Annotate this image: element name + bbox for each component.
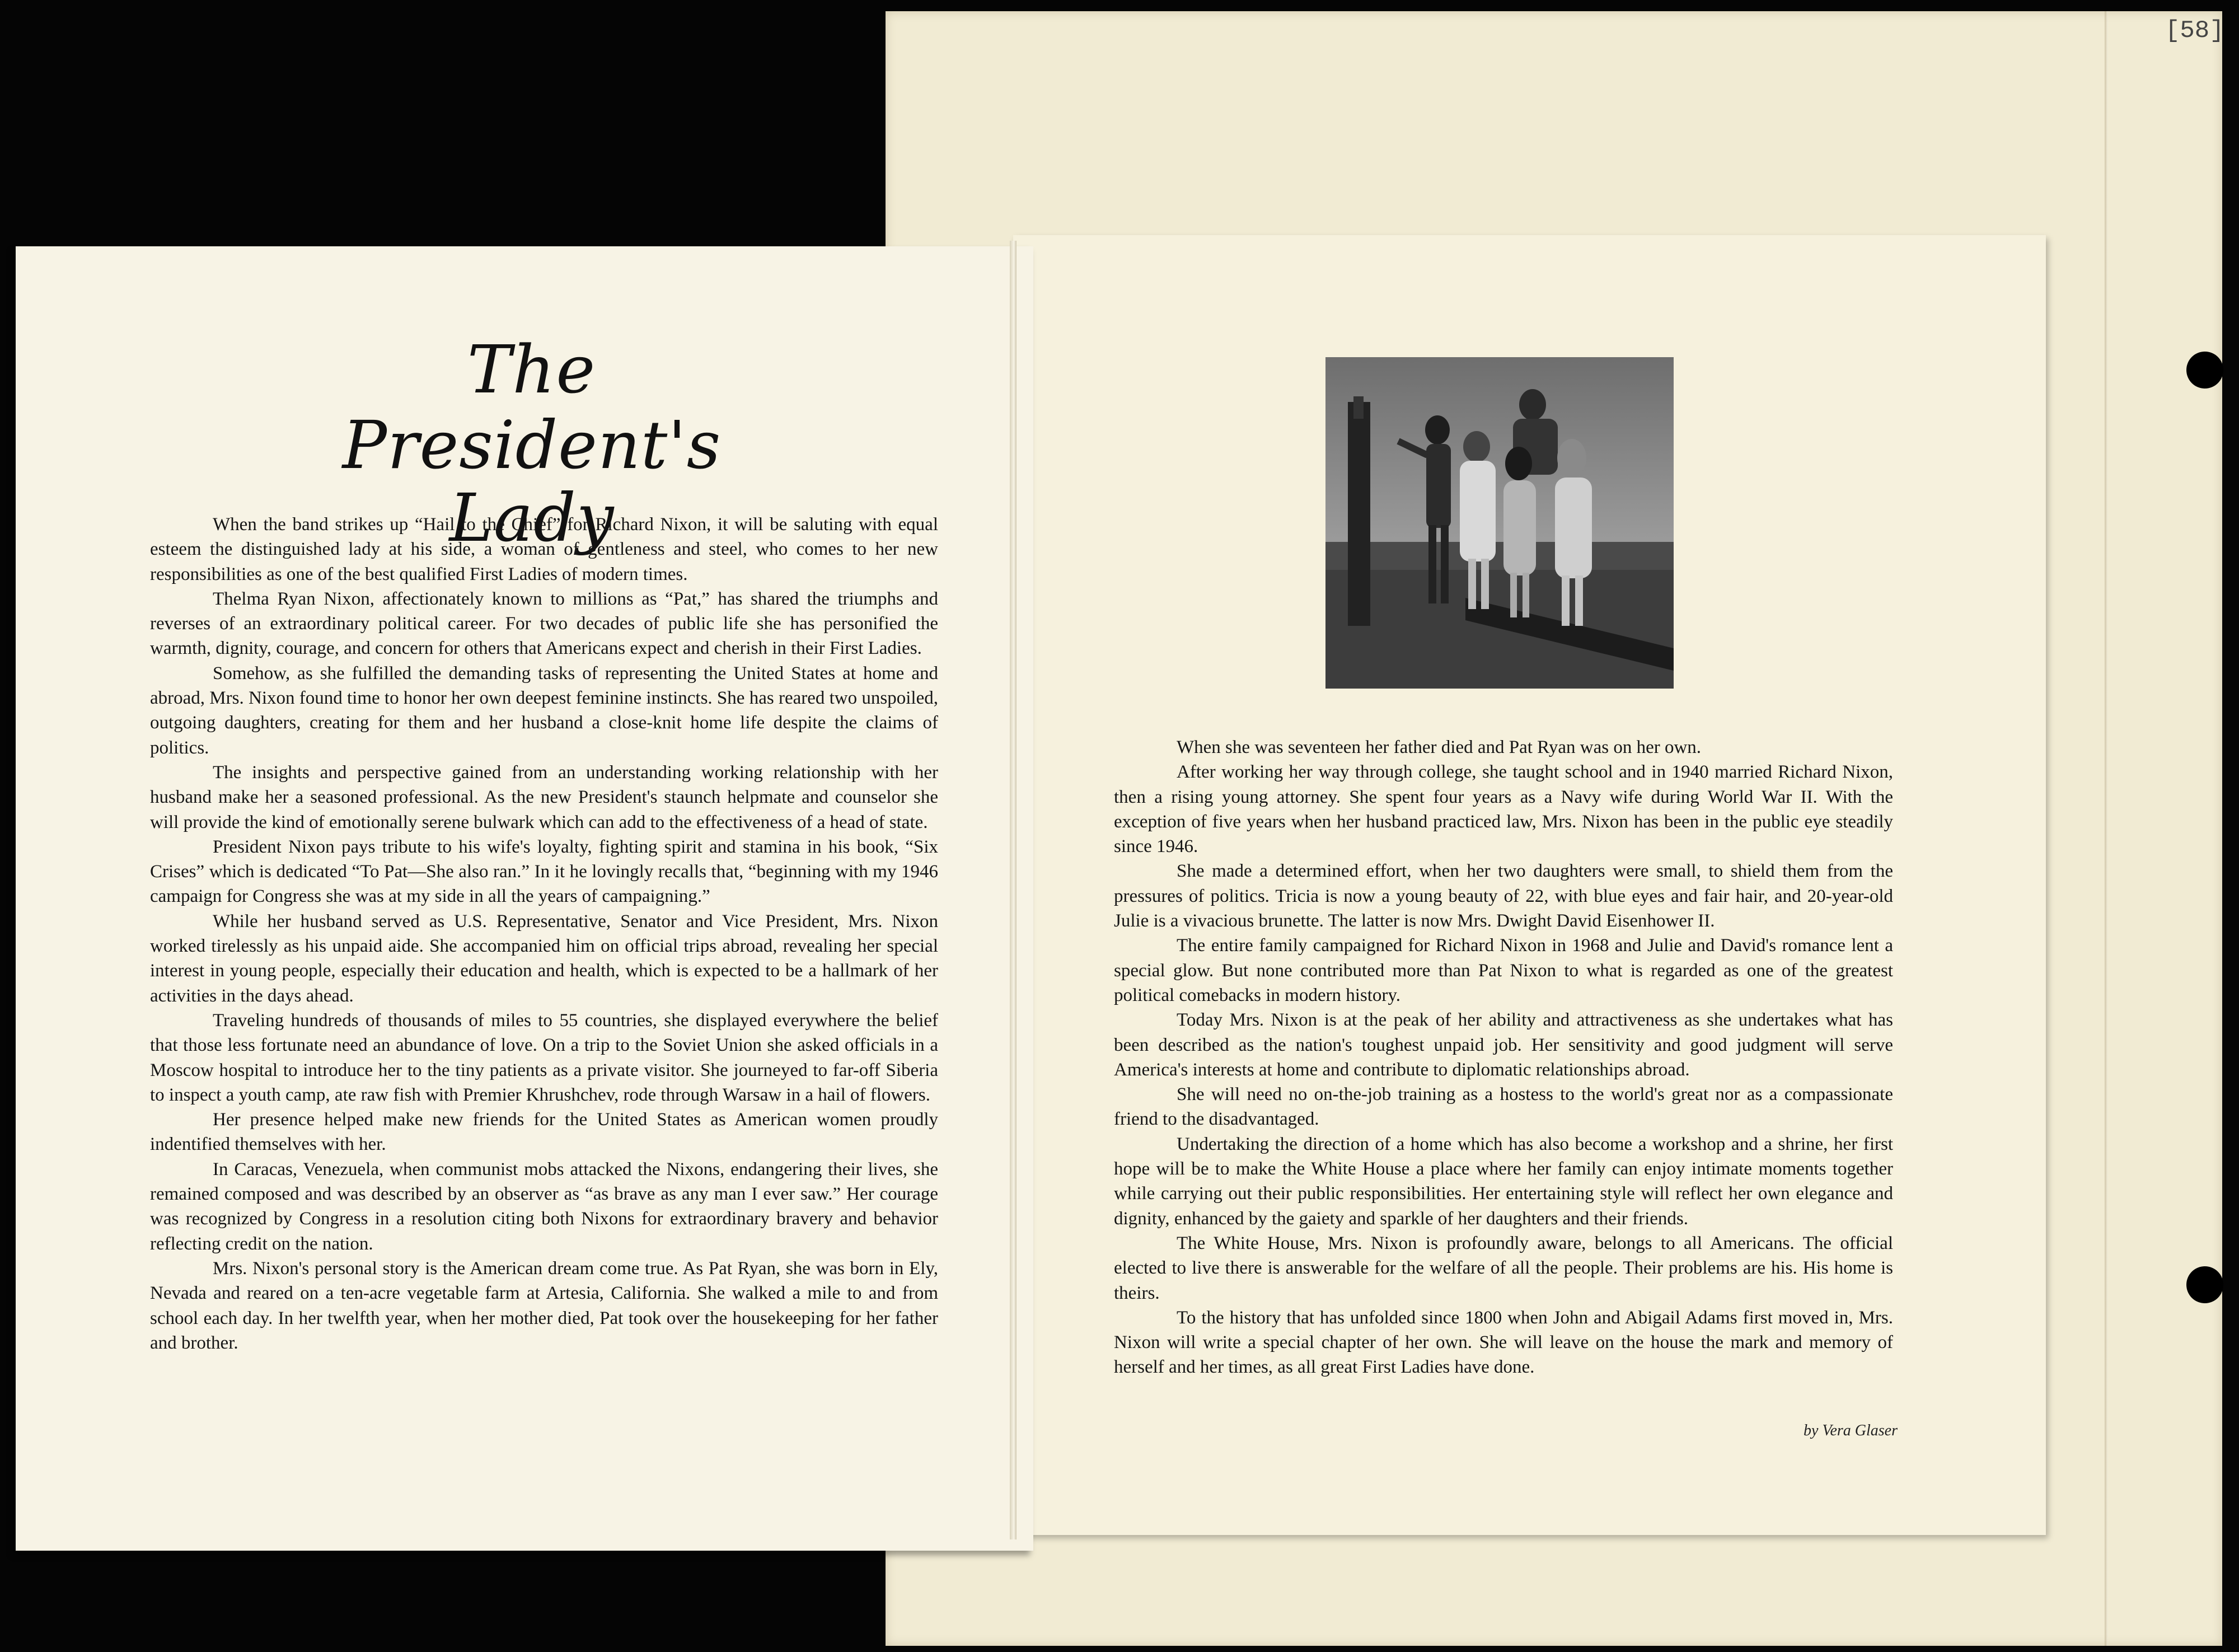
byline: by Vera Glaser: [1804, 1422, 1898, 1439]
title-line-2: President's Lady: [342, 406, 722, 556]
paragraph: The entire family campaigned for Richard Nixon in 1968 and Julie and David's romance lent a special glow. But none contributed more than Pat Nixon to what is regarded as one of the greatest political comebacks in modern history.: [1114, 935, 1893, 1005]
paragraph: She made a determined effort, when her two daughters were small, to shield them from the pressures of politics. Tricia is now a young beauty of 22, with blue eyes and fair hair, and 20-year-old Julie is a vivacious brunette. The latter is now Mrs. Dwight David Eisenhower II.: [1114, 861, 1893, 932]
paragraph: The White House, Mrs. Nixon is profoundly aware, belongs to all Americans. The official elected to live there is answerable for the welfare of all the people. Their problems are his. His home is theirs.: [1114, 1233, 1893, 1303]
paragraph: Today Mrs. Nixon is at the peak of her ability and attractiveness as she undertakes what has been described as the nation's toughest unpaid job. Her sensitivity and good judgment will serve America's interests at home and contribute to diplomatic relationships abroad.: [1114, 1010, 1893, 1080]
booklet-spine: [1010, 241, 1017, 1539]
family-photo: [1325, 357, 1674, 689]
left-article-column: [150, 512, 938, 1355]
punch-hole-top: [2186, 352, 2223, 389]
paragraph: To the history that has unfolded since 1800 when John and Abigail Adams first moved in, Mrs. Nixon will write a special chapter of her own. She will leave on the house the mark and memory of herself and her times, as all great First Ladies have done.: [1114, 1307, 1893, 1378]
paragraph: President Nixon pays tribute to his wife's loyalty, fighting spirit and stamina in his book, “Six Crises” which is dedicated “To Pat—She also ran.” In it he lovingly recalls that, “beginning with my 1946 campaign for Congress she was at my side in all the years of campaigning.”: [150, 836, 938, 907]
paragraph: The insights and perspective gained from an understanding working relationship with her husband make her a seasoned professional. As the new President's staunch helpmate and counselor she will provide the kind of emotionally serene bulwark which can add to the effectiveness of a head of state.: [150, 762, 938, 832]
paragraph: Somehow, as she fulfilled the demanding tasks of representing the United States at home and abroad, Mrs. Nixon found time to honor her own deepest feminine instincts. She has reared two unspoiled, outgoing daughters, creating for them and her husband a close-knit home life despite the claims of politics.: [150, 663, 938, 758]
paragraph: Mrs. Nixon's personal story is the American dream come true. As Pat Ryan, she was born in Ely, Nevada and reared on a ten-acre vegetable farm at Artesia, California. She walked a mile to and from school each day. In her twelfth year, when her mother died, Pat took over the housekeeping for her father and brother.: [150, 1258, 938, 1353]
paragraph: She will need no on-the-job training as a hostess to the world's great nor as a compassionate friend to the disadvantaged.: [1114, 1084, 1893, 1130]
paragraph: Traveling hundreds of thousands of miles to 55 countries, she displayed everywhere the belief that those less fortunate need an abundance of love. On a trip to the Soviet Union she asked officials in a Moscow hospital to introduce her to the tiny patients as a private visitor. She journeyed to far-off Siberia to inspect a youth camp, ate raw fish with Premier Khrushchev, rode through Warsaw in a hail of flowers.: [150, 1010, 938, 1105]
title-line-1: The: [467, 331, 597, 408]
paragraph: In Caracas, Venezuela, when communist mobs attacked the Nixons, endangering their lives, she remained composed and was described by an observer as “as brave as any man I ever saw.” Her courage was recognized by Congress in a resolution citing both Nixons for extraordinary bravery and behavior reflecting credit on the nation.: [150, 1159, 938, 1254]
archive-number: [58]: [2165, 17, 2224, 45]
paragraph: When the band strikes up “Hail to the Chief” for Richard Nixon, it will be saluting with equal esteem the distinguished lady at his side, a woman of gentleness and steel, who comes to her new responsibilities as one of the best qualified First Ladies of modern times.: [150, 514, 938, 584]
paragraph: Undertaking the direction of a home which has also become a workshop and a shrine, her first hope will be to make the White House a place where her family can enjoy intimate moments together while carrying out their public responsibilities. Her entertaining style will reflect her own elegance and dignity, enhanced by the gaiety and sparkle of her daughters and their friends.: [1114, 1134, 1893, 1229]
board-fold-line: [2105, 11, 2108, 1646]
paragraph: Her presence helped make new friends for the United States as American women proudly indentified themselves with her.: [150, 1110, 938, 1155]
right-article-column: [1114, 735, 1893, 1380]
paragraph: After working her way through college, she taught school and in 1940 married Richard Nixon, then a rising young attorney. She spent four years as a Navy wife during World War II. With the exception of five years when her husband practiced law, Mrs. Nixon has been in the public eye steadily since 1946.: [1114, 762, 1893, 857]
paragraph: When she was seventeen her father died and Pat Ryan was on her own.: [1177, 737, 1702, 757]
paragraph: While her husband served as U.S. Representative, Senator and Vice President, Mrs. Nixon worked tirelessly as his unpaid aide. She accompanied him on official trips abroad, revealing her special interest in young people, especially their education and health, which is expected to be a hallmark of her activities in the days ahead.: [150, 911, 938, 1006]
punch-hole-bottom: [2186, 1266, 2223, 1303]
paragraph: Thelma Ryan Nixon, affectionately known to millions as “Pat,” has shared the triumphs and reverses of an extraordinary political career. For two decades of public life she has personified the warmth, dignity, courage, and concern for others that Americans expect and cherish in their First Ladies.: [150, 588, 938, 659]
